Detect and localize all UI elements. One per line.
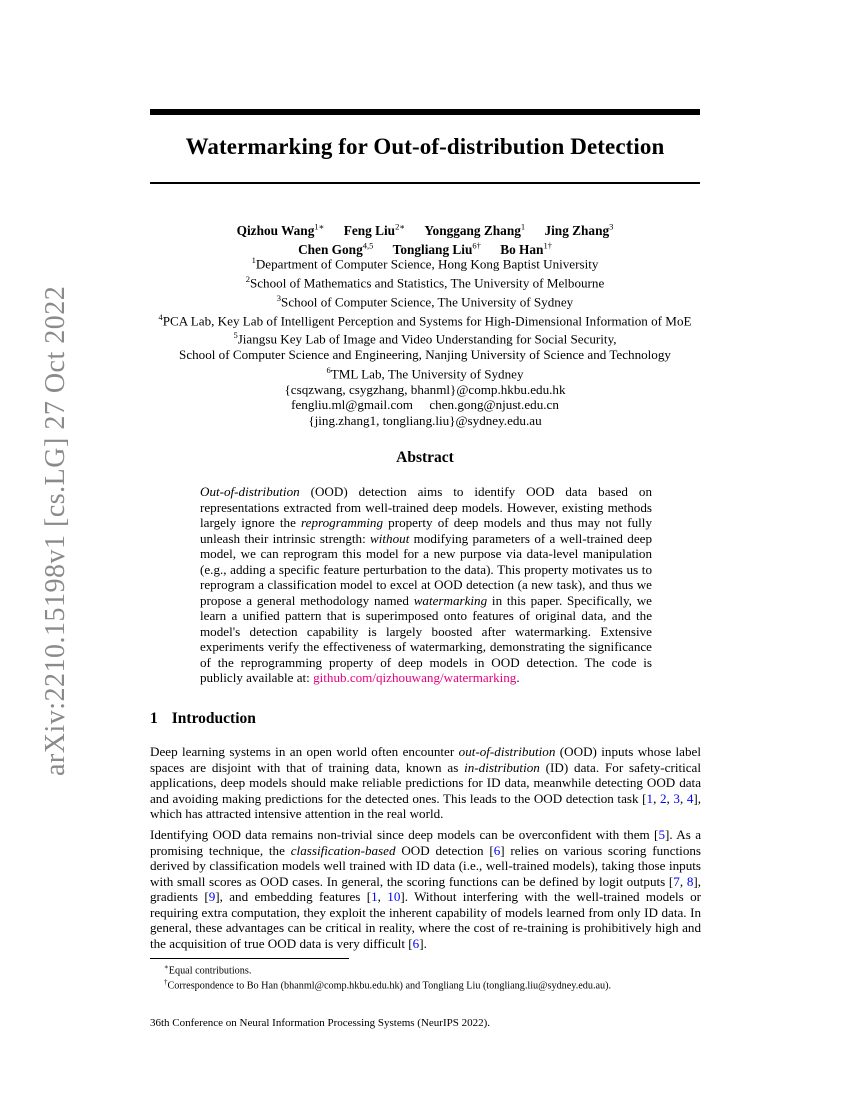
affiliation: School of Computer Science and Engineering, Nanjing University of Science and Technology: [179, 347, 671, 363]
abstract-heading: Abstract: [396, 449, 454, 466]
author: Qizhou Wang$^{1∗}$: [236, 222, 325, 239]
affiliation: $^2$School of Mathematics and Statistics, The University of Melbourne: [245, 273, 605, 291]
paper-title: Watermarking for Out-of-distribution Detection: [185, 134, 665, 159]
citation-link[interactable]: 4: [686, 790, 694, 806]
citation-link[interactable]: 8: [686, 873, 694, 889]
title-top-rule: [150, 109, 700, 115]
author: Tongliang Liu$^{6\dagger}$: [392, 240, 481, 258]
arxiv-identifier: arXiv:2210.15198v1 [cs.LG] 27 Oct 2022: [40, 285, 71, 776]
affiliation: $^1$Department of Computer Science, Hong Kong Baptist University: [251, 255, 599, 272]
footnote: ∗Equal contributions.: [164, 963, 252, 977]
abstract-body: Out-of-distribution (OOD) detection aims to identify OOD data based on representations extracted from well-trained deep models. However, existing methods largely ignore the reprogramming property of deep models and thus may not fully unleash their intrinsic strength: without modifying parameters of a well-trained deep model, we can reprogram this model for a new purpose via data-level manipulation (e.g., adding a specific feature perturbation to the data). This property motivates us to reprogram a classification model to excel at OOD detection (a new task), and thus we propose a general methodology named watermarking in this paper. Specifically, we learn a unified pattern that is superimposed onto features of original data, and the model's detection capability is largely boosted after watermarking. Extensive experiments verify the effectiveness of watermarking, demonstrating the significance of the reprogramming property of deep models in OOD detection. The code is publicly available at: github.com/qizhouwang/watermarking.: [200, 484, 652, 685]
email-line: fengliu.ml@gmail.com chen.gong@njust.edu.cn: [291, 397, 559, 413]
affiliation: $^6$TML Lab, The University of Sydney: [326, 364, 524, 382]
citation-link[interactable]: 6: [412, 935, 420, 951]
citation-link[interactable]: 9: [208, 889, 216, 904]
author: Bo Han$^{1\dagger}$: [500, 240, 552, 258]
intro-paragraph-2: Identifying OOD data remains non-trivial since deep models can be overconfident with them [5]. As a promising technique, the classification-based OOD detection [6] relies on various scoring functions derived by classification models well trained with ID data (i.e., well-trained models), taking those inputs with small scores as OOD cases. In general, the scoring functions can be defined by logit outputs [7, 8], gradients [9], and embedding features [1, 10]. Without interfering with the well-trained models or requiring extra computation, they exploit the inherent capability of models learned from only ID data. In general, these advantages can be critical in reality, where the cost of re-training is prohibitively high and the acquisition of true OOD data is very difficult [6].: [150, 827, 702, 951]
citation-link[interactable]: 7: [673, 873, 680, 889]
section-heading: 1 Introduction: [150, 710, 256, 727]
title-bottom-rule: [150, 182, 700, 184]
citation-link[interactable]: 5: [658, 827, 665, 842]
citation-link[interactable]: 1: [646, 790, 654, 806]
author: Jing Zhang$^3$: [544, 222, 614, 239]
citation-link[interactable]: 1: [371, 889, 378, 904]
code-link[interactable]: github.com/qizhouwang/watermarking: [313, 670, 517, 685]
author: Chen Gong$^{4,5}$: [298, 240, 374, 258]
email-line: {jing.zhang1, tongliang.liu}@sydney.edu.au: [308, 412, 542, 428]
affiliation: $^4$PCA Lab, Key Lab of Intelligent Perception and Systems for High-Dimensional Information of MoE: [158, 311, 692, 328]
citation-link[interactable]: 10: [387, 889, 401, 904]
citation-link[interactable]: 6: [493, 842, 501, 858]
email-line: {csqzwang, csygzhang, bhanml}@comp.hkbu.edu.hk: [284, 381, 566, 397]
affiliation: $^3$School of Computer Science, The University of Sydney: [276, 292, 574, 310]
footnote-rule: [150, 958, 349, 959]
affiliation: $^5$Jiangsu Key Lab of Image and Video Understanding for Social Security,: [233, 330, 617, 347]
intro-paragraph-1: Deep learning systems in an open world often encounter out-of-distribution (OOD) inputs whose label spaces are disjoint with that of training data, known as in-distribution (ID) data. For safety-critical applications, deep models should make reliable predictions for ID data, meanwhile detecting OOD data and avoiding making predictions for the detected ones. This leads to the OOD detection task [1, 2, 3, 4], which has attracted intensive attention in the real world.: [150, 744, 702, 821]
citation-link[interactable]: 3: [673, 790, 680, 806]
venue-note: 36th Conference on Neural Information Processing Systems (NeurIPS 2022).: [150, 1017, 491, 1029]
author: Yonggang Zhang$^1$: [424, 222, 526, 239]
footnote: †Correspondence to Bo Han (bhanml@comp.hkbu.edu.hk) and Tongliang Liu (tongliang.liu@sydney.edu.au).: [164, 978, 612, 992]
affiliation-block: [150, 253, 700, 428]
author-line-1: [150, 220, 700, 239]
author: Feng Liu$^{2∗}$: [343, 222, 406, 239]
citation-link[interactable]: 2: [659, 790, 667, 806]
